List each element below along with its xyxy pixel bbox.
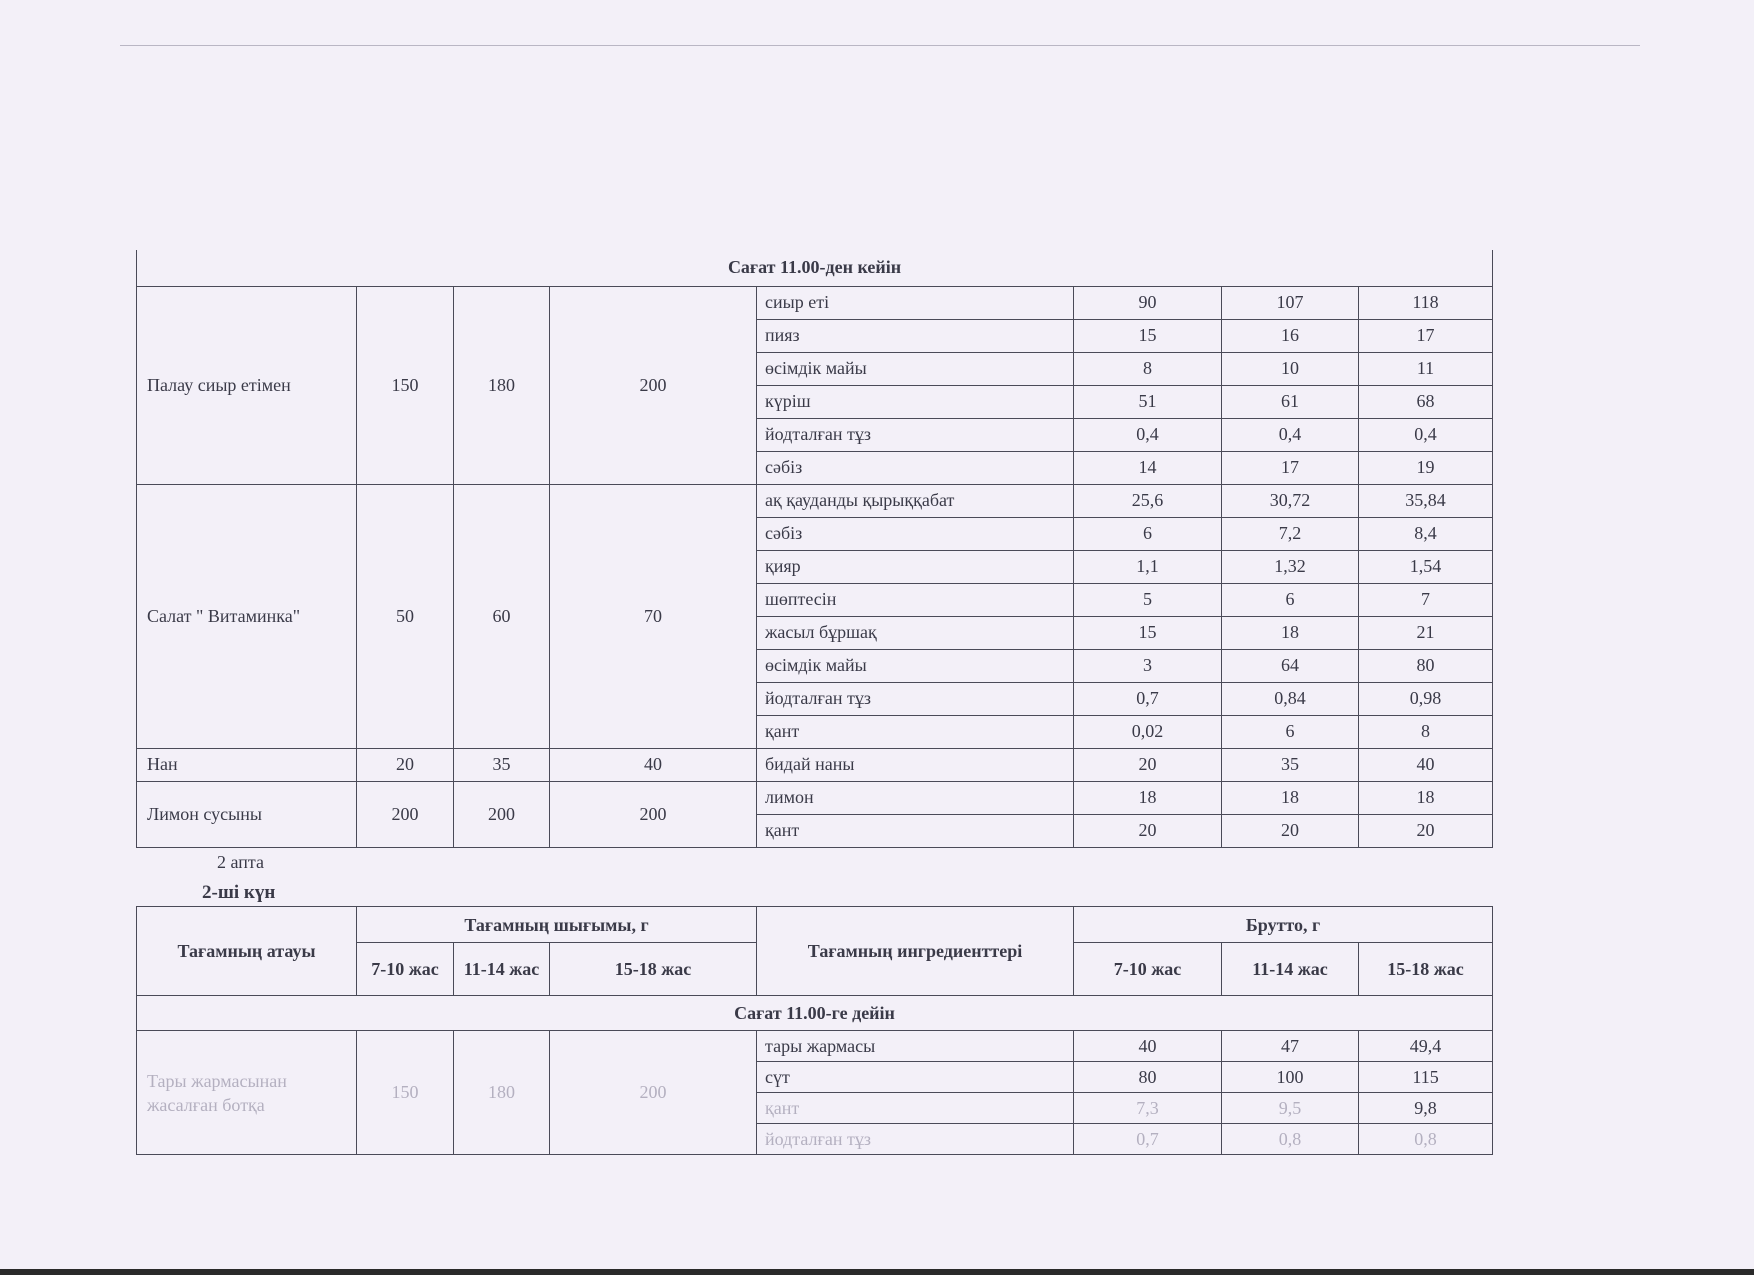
brutto-15-18: 8	[1359, 715, 1493, 748]
dish-output-7-10: 20	[357, 748, 454, 781]
brutto-7-10: 40	[1074, 1031, 1222, 1062]
brutto-15-18: 115	[1359, 1062, 1493, 1093]
brutto-11-14: 18	[1222, 781, 1359, 814]
dish-output-15-18: 40	[550, 748, 757, 781]
brutto-7-10: 5	[1074, 583, 1222, 616]
brutto-15-18: 7	[1359, 583, 1493, 616]
brutto-11-14: 0,8	[1222, 1124, 1359, 1155]
table-row	[137, 1031, 1493, 1062]
brutto-15-18: 40	[1359, 748, 1493, 781]
ingredient-name: қант	[757, 814, 1074, 847]
ingredient-name: йодталған тұз	[757, 418, 1074, 451]
brutto-11-14: 17	[1222, 451, 1359, 484]
brutto-11-14: 16	[1222, 319, 1359, 352]
scan-edge-line	[120, 45, 1640, 46]
ingredient-name: лимон	[757, 781, 1074, 814]
header-brutto-age-15-18: 15-18 жас	[1359, 943, 1493, 996]
brutto-15-18: 49,4	[1359, 1031, 1493, 1062]
dish-output-11-14: 180	[454, 286, 550, 484]
brutto-7-10: 15	[1074, 319, 1222, 352]
brutto-15-18: 80	[1359, 649, 1493, 682]
ingredient-name: йодталған тұз	[757, 1124, 1074, 1155]
brutto-11-14: 10	[1222, 352, 1359, 385]
table-row	[137, 748, 1493, 781]
dish-output-7-10: 150	[357, 1031, 454, 1155]
menu-table-day1-continued	[136, 250, 1493, 848]
header-output-age-15-18: 15-18 жас	[550, 943, 757, 996]
dish-name: Палау сиыр етімен	[137, 286, 357, 484]
brutto-11-14: 7,2	[1222, 517, 1359, 550]
ingredient-name: қияр	[757, 550, 1074, 583]
brutto-7-10: 1,1	[1074, 550, 1222, 583]
brutto-11-14: 0,84	[1222, 682, 1359, 715]
ingredient-name: пияз	[757, 319, 1074, 352]
ingredient-name: қант	[757, 1093, 1074, 1124]
ingredient-name: тары жармасы	[757, 1031, 1074, 1062]
table-row	[137, 484, 1493, 517]
ingredient-name: өсімдік майы	[757, 649, 1074, 682]
dish-name: Лимон сусыны	[137, 781, 357, 847]
brutto-11-14: 6	[1222, 715, 1359, 748]
ingredient-name: күріш	[757, 385, 1074, 418]
brutto-11-14: 1,32	[1222, 550, 1359, 583]
header-brutto: Брутто, г	[1074, 907, 1493, 943]
header-output: Тағамның шығымы, г	[357, 907, 757, 943]
brutto-11-14: 47	[1222, 1031, 1359, 1062]
ingredient-name: сиыр еті	[757, 286, 1074, 319]
brutto-11-14: 64	[1222, 649, 1359, 682]
brutto-15-18: 0,4	[1359, 418, 1493, 451]
header-brutto-age-11-14: 11-14 жас	[1222, 943, 1359, 996]
brutto-11-14: 6	[1222, 583, 1359, 616]
brutto-11-14: 9,5	[1222, 1093, 1359, 1124]
brutto-11-14: 0,4	[1222, 418, 1359, 451]
ingredient-name: қант	[757, 715, 1074, 748]
brutto-7-10: 90	[1074, 286, 1222, 319]
brutto-15-18: 0,98	[1359, 682, 1493, 715]
ingredient-name: шөптесін	[757, 583, 1074, 616]
section-heading-before-11: Сағат 11.00-ге дейін	[137, 996, 1493, 1031]
brutto-11-14: 30,72	[1222, 484, 1359, 517]
dish-output-15-18: 200	[550, 1031, 757, 1155]
header-brutto-age-7-10: 7-10 жас	[1074, 943, 1222, 996]
brutto-7-10: 20	[1074, 814, 1222, 847]
ingredient-name: сәбіз	[757, 517, 1074, 550]
header-dish-name: Тағамның атауы	[137, 907, 357, 996]
brutto-15-18: 0,8	[1359, 1124, 1493, 1155]
ingredient-name: сәбіз	[757, 451, 1074, 484]
brutto-15-18: 35,84	[1359, 484, 1493, 517]
dish-output-11-14: 35	[454, 748, 550, 781]
brutto-11-14: 20	[1222, 814, 1359, 847]
brutto-7-10: 20	[1074, 748, 1222, 781]
brutto-7-10: 3	[1074, 649, 1222, 682]
brutto-15-18: 68	[1359, 385, 1493, 418]
brutto-15-18: 17	[1359, 319, 1493, 352]
brutto-7-10: 0,02	[1074, 715, 1222, 748]
brutto-15-18: 1,54	[1359, 550, 1493, 583]
ingredient-name: бидай наны	[757, 748, 1074, 781]
week-label: 2 апта	[217, 852, 264, 872]
brutto-7-10: 80	[1074, 1062, 1222, 1093]
dish-output-11-14: 180	[454, 1031, 550, 1155]
dish-output-7-10: 150	[357, 286, 454, 484]
brutto-15-18: 118	[1359, 286, 1493, 319]
brutto-7-10: 0,7	[1074, 1124, 1222, 1155]
scan-bottom-edge	[0, 1269, 1754, 1275]
menu-table-day2	[136, 906, 1493, 1155]
dish-output-7-10: 50	[357, 484, 454, 748]
brutto-15-18: 9,8	[1359, 1093, 1493, 1124]
dish-name: Тары жармасынан жасалған ботқа	[137, 1031, 357, 1155]
day-label: 2-ші күн	[202, 882, 276, 903]
brutto-7-10: 18	[1074, 781, 1222, 814]
section-heading-after-11: Сағат 11.00-ден кейін	[137, 250, 1493, 286]
brutto-7-10: 0,7	[1074, 682, 1222, 715]
brutto-7-10: 14	[1074, 451, 1222, 484]
brutto-15-18: 20	[1359, 814, 1493, 847]
brutto-7-10: 7,3	[1074, 1093, 1222, 1124]
dish-output-15-18: 200	[550, 286, 757, 484]
header-output-age-7-10: 7-10 жас	[357, 943, 454, 996]
brutto-11-14: 107	[1222, 286, 1359, 319]
header-output-age-11-14: 11-14 жас	[454, 943, 550, 996]
dish-output-15-18: 200	[550, 781, 757, 847]
brutto-7-10: 25,6	[1074, 484, 1222, 517]
table-row	[137, 781, 1493, 814]
brutto-7-10: 15	[1074, 616, 1222, 649]
ingredient-name: сүт	[757, 1062, 1074, 1093]
header-ingredients: Тағамның ингредиенттері	[757, 907, 1074, 996]
dish-output-15-18: 70	[550, 484, 757, 748]
ingredient-name: өсімдік майы	[757, 352, 1074, 385]
ingredient-name: йодталған тұз	[757, 682, 1074, 715]
brutto-11-14: 61	[1222, 385, 1359, 418]
brutto-11-14: 18	[1222, 616, 1359, 649]
dish-output-7-10: 200	[357, 781, 454, 847]
brutto-15-18: 8,4	[1359, 517, 1493, 550]
dish-name: Нан	[137, 748, 357, 781]
brutto-15-18: 18	[1359, 781, 1493, 814]
brutto-7-10: 0,4	[1074, 418, 1222, 451]
brutto-11-14: 100	[1222, 1062, 1359, 1093]
brutto-7-10: 51	[1074, 385, 1222, 418]
dish-output-11-14: 60	[454, 484, 550, 748]
brutto-15-18: 19	[1359, 451, 1493, 484]
ingredient-name: ақ қауданды қырыққабат	[757, 484, 1074, 517]
ingredient-name: жасыл бұршақ	[757, 616, 1074, 649]
table-row	[137, 286, 1493, 319]
brutto-7-10: 8	[1074, 352, 1222, 385]
dish-name: Салат " Витаминка"	[137, 484, 357, 748]
dish-output-11-14: 200	[454, 781, 550, 847]
brutto-7-10: 6	[1074, 517, 1222, 550]
brutto-15-18: 11	[1359, 352, 1493, 385]
brutto-11-14: 35	[1222, 748, 1359, 781]
brutto-15-18: 21	[1359, 616, 1493, 649]
